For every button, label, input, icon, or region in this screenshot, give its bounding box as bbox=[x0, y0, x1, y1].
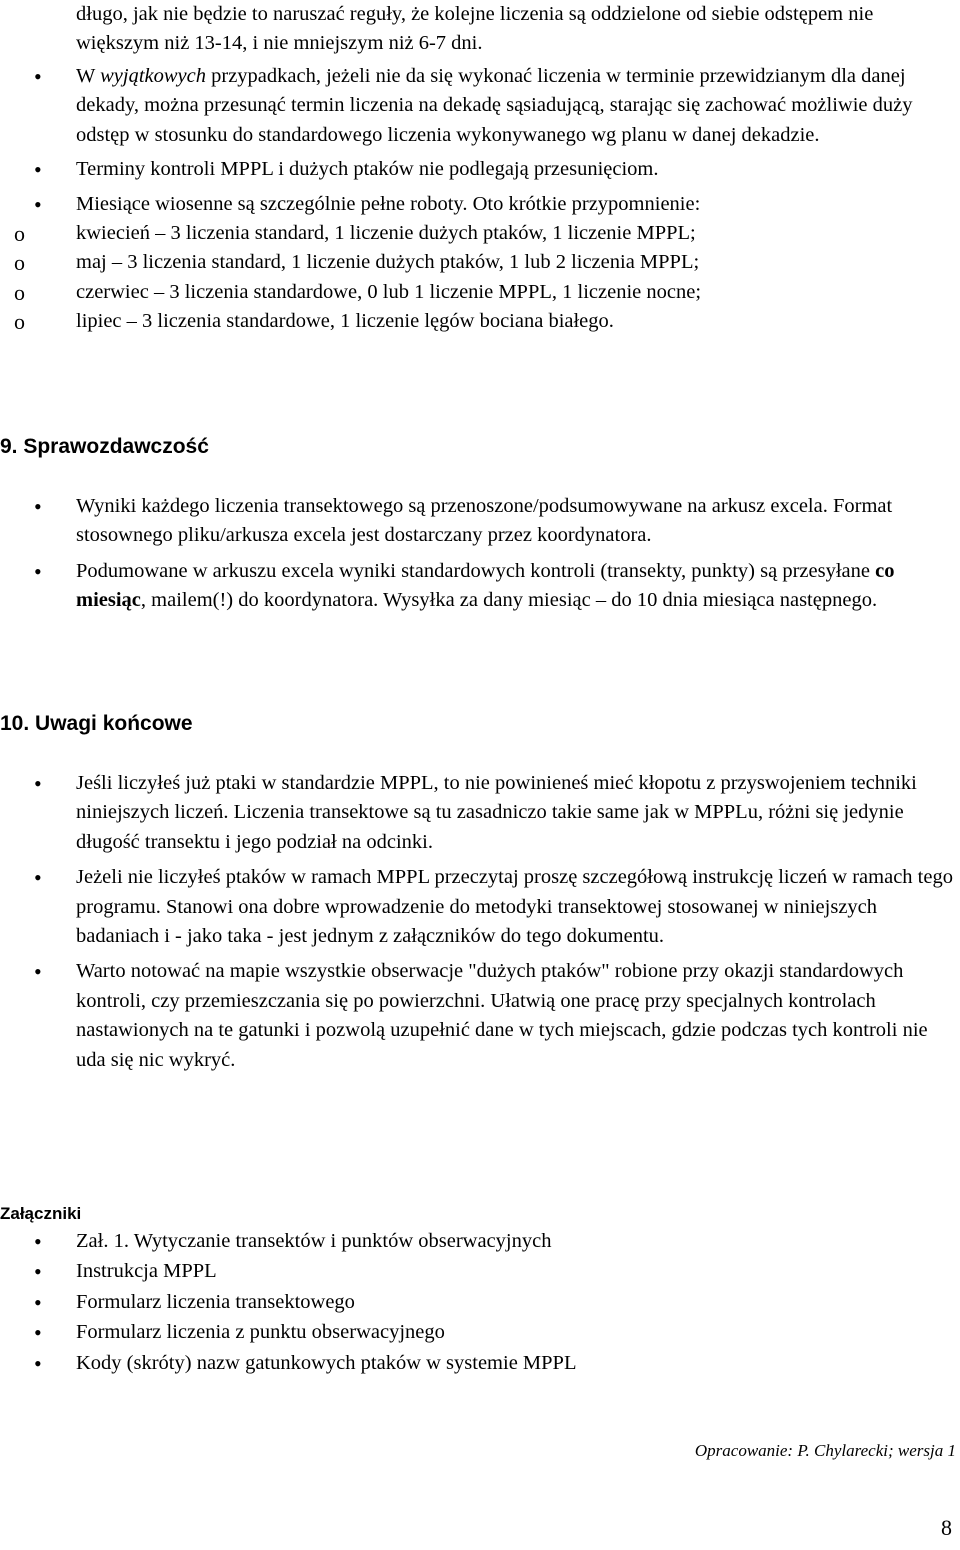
list-item: • Wyniki każdego liczenia transektowego są przenoszone/podsumowywane na arkusz excela. Format stosownego pliku/arkusza excela jest dostarczany przez koordynatora. bbox=[0, 492, 956, 551]
sublist-item: o lipiec – 3 liczenia standardowe, 1 liczenie lęgów bociana białego. bbox=[0, 307, 876, 336]
list-item: • Formularz liczenia transektowego bbox=[0, 1288, 956, 1317]
list-item: • Kody (skróty) nazw gatunkowych ptaków w systemie MPPL bbox=[0, 1349, 956, 1378]
list-item: • Jeśli liczyłeś już ptaki w standardzie MPPL, to nie powinieneś mieć kłopotu z przyswojeniem techniki niniejszych liczeń. Liczenia transektowe są tu zasadniczo takie same jak w MPPLu, różni się jedynie długość transektu i jego podział na odcinki. bbox=[0, 769, 956, 857]
scheduling-list bbox=[0, 62, 960, 337]
list-item: • Terminy kontroli MPPL i dużych ptaków nie podlegają przesunięciom. bbox=[0, 155, 956, 184]
list-item: • Instrukcja MPPL bbox=[0, 1257, 956, 1286]
author-footer: Opracowanie: P. Chylarecki; wersja 1 bbox=[694, 1441, 956, 1460]
continued-paragraph: długo, jak nie będzie to naruszać reguły, że kolejne liczenia są oddzielone od siebie odstępem nie większym niż 13-14, i nie mniejszym niż 6-7 dni. bbox=[76, 3, 874, 55]
list-item: • Podumowane w arkuszu excela wyniki standardowych kontroli (transekty, punkty) są przesyłane co miesiąc, mailem(!) do koordynatora. Wysyłka za dany miesiąc – do 10 dnia miesiąca następnego. bbox=[0, 557, 956, 616]
page-number: 8 bbox=[941, 1515, 952, 1540]
list-item: • Jeżeli nie liczyłeś ptaków w ramach MPPL przeczytaj proszę szczegółową instrukcję liczeń w ramach tego programu. Stanowi ona dobre wprowadzenie do metodyki transektowej stosowanej w niniejszych badaniach i - jako taka - jest jednym z załączników do tego dokumentu. bbox=[0, 863, 956, 951]
reporting-list bbox=[0, 492, 960, 616]
list-item: • Warto notować na mapie wszystkie obserwacje "dużych ptaków" robione przy okazji standardowych kontroli, czy przemieszczania się po powierzchni. Ułatwią one pracę przy specjalnych kontrolach nastawionych na te gatunki i pozwolą uzupełnić dane w tych miejscach, gdzie podczas tych kontroli nie uda się nic wykryć. bbox=[0, 957, 956, 1075]
sublist-item: o czerwiec – 3 liczenia standardowe, 0 lub 1 liczenie MPPL, 1 liczenie nocne; bbox=[0, 278, 876, 307]
list-item: • W wyjątkowych przypadkach, jeżeli nie da się wykonać liczenia w terminie przewidzianym dla danej dekady, można przesunąć termin liczenia na dekadę sąsiadującą, starając się zachować możliwie duży odstęp w stosunku do standardowego liczenia wykonywanego wg planu w danej dekadzie. bbox=[0, 62, 956, 150]
list-item: • Zał. 1. Wytyczanie transektów i punktów obserwacyjnych bbox=[0, 1227, 956, 1256]
list-item: • Miesiące wiosenne są szczególnie pełne roboty. Oto krótkie przypomnienie: o kwiecień – 3 liczenia standard, 1 liczenie dużych ptaków, 1 liczenie MPPL; o maj – 3 liczenia standard, 1 liczenie dużych ptaków, 1 lub 2 liczenia MPPL; o czerwiec – 3 liczenia standardowe, 0 lub 1 liczenie MPPL, 1 liczenie nocne; o lipiec – 3 liczenia standardowe, 1 liczenie lęgów bociana białego. bbox=[0, 190, 956, 337]
list-item: • Formularz liczenia z punktu obserwacyjnego bbox=[0, 1318, 956, 1347]
section-heading: 9. Sprawozdawczość bbox=[0, 435, 209, 458]
final-notes-list bbox=[0, 769, 960, 1075]
emphasis: wyjątkowych bbox=[100, 65, 206, 87]
sublist-item: o kwiecień – 3 liczenia standard, 1 liczenie dużych ptaków, 1 liczenie MPPL; bbox=[0, 219, 876, 248]
attachments-heading: Załączniki bbox=[0, 1204, 82, 1223]
attachments-list bbox=[0, 1227, 960, 1378]
section-heading: 10. Uwagi końcowe bbox=[0, 712, 193, 735]
sublist-item: o maj – 3 liczenia standard, 1 liczenie dużych ptaków, 1 lub 2 liczenia MPPL; bbox=[0, 248, 876, 277]
months-sublist bbox=[0, 219, 956, 337]
bold-emphasis: co miesiąc bbox=[76, 559, 895, 612]
